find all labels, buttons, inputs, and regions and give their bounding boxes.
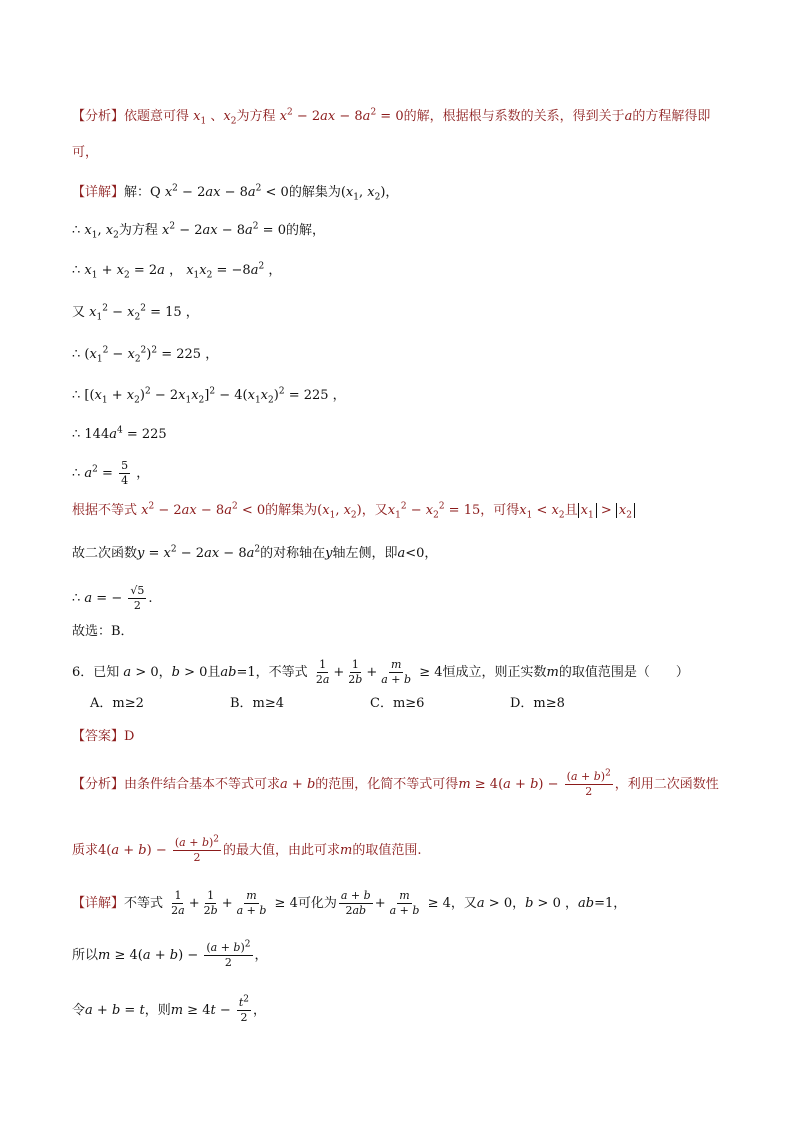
q6-text: 恒成立，则正实数 [442,665,547,680]
detail-line-1: 【详解】解：Q $x^2 - 2ax - 8a^2 < 0$的解集为($x_1$, $x_2$)， [72,183,399,203]
q6-options [90,694,650,714]
q6-detail-2: 所以m ≥ 4(a + b) − $\frac{(a + b)^2}{2}$ ， [72,939,268,969]
detail-line-4: 又 $x_1^2 - x_2^2 = 15$ ， [72,303,199,323]
detail-text: 解：Q [124,185,161,200]
detail-text: 的解集为 [288,185,341,200]
q6-detail-1: 【详解】不等式 $\frac{1}{2a}$ + $\frac{1}{2b}$ + $\frac{m}{a + b}$ ≥ 4可化为 $\frac{a + b}{2ab}$ + $\frac{m}{a + b}$ ≥ 4，又a > 0，b > 0 ，ab=1， [72,889,627,917]
analysis-line-5b [72,143,98,163]
q6-analysis-1: 【分析】由条件结合基本不等式可求a + b的范围，化简不等式可得m ≥ 4(a + b) − $\frac{(a + b)^2}{2}$ ，利用二次函数性 [72,768,719,798]
choose-line [72,622,134,642]
analysis-text: 的取值范围. [352,843,422,858]
answer-label: 【答案】 [72,729,125,744]
analysis-text: 为方程 [236,109,276,124]
q6-text: 的取值范围是（ ） [558,665,689,680]
detail-line-3: ∴ $x_1 + x_2 = 2a$ ， $x_1x_2 = -8a^2$ ， [72,261,282,281]
detail-text: ，又 [450,896,477,911]
analysis-text: 依题意可得 [124,109,190,124]
analysis-text: 可， [72,145,99,160]
detail-text: 根据不等式 [72,503,138,518]
detail-text: 的解集为 [265,503,318,518]
q6-stem: 6．已知 a > 0，b > 0且ab=1，不等式 $\frac{1}{2a}$ + $\frac{1}{2b}$ + $\frac{m}{a + b}$ ≥ 4恒成立，则正实数m的取值范围是（ ） [72,658,689,686]
detail-text: 为方程 [118,223,158,238]
option-d: D．m≥8 [510,696,565,711]
detail-text: 又 [72,305,86,320]
detail-text: 所以 [72,948,99,963]
analysis-text: ，利用二次函数性 [614,777,719,792]
detail-text: 的解， [285,223,325,238]
detail-text: 轴左侧，即 [332,546,398,561]
analysis-text: 的解，根据根与系数的关系，得到关于 [403,109,625,124]
detail-text: ，又 [361,503,388,518]
detail-line-2: ∴ $x_1$, $x_2$为方程 $x^2 - 2ax - 8a^2 = 0$的解， [72,221,325,241]
detail-line-10: 故二次函数$y = x^2 - 2ax - 8a^2$的对称轴在y轴左侧，即a<0， [72,544,438,561]
detail-text: 不等式 [124,896,164,911]
q6-text: 且 [207,665,221,680]
detail-line-6: ∴ $[(x_1 + x_2)^2 - 2x_1x_2]^2 - 4(x_1x_2)^2 = 225$ ， [72,386,346,406]
q6-analysis-2: 质求4(a + b) − $\frac{(a + b)^2}{2}$ 的最大值，由此可求m的取值范围. [72,834,422,864]
analysis-label: 【分析】 [72,777,125,792]
option-c: C．m≥6 [370,696,425,711]
answer-value: D [124,729,135,744]
analysis-text: 质求 [72,843,99,858]
detail-label: 【详解】 [72,896,125,911]
detail-line-7: ∴ $144a^4 = 225$ [72,425,167,442]
q6-text: 6．已知 [72,665,120,680]
detail-text: 且 [564,503,578,518]
detail-label: 【详解】 [72,185,125,200]
choose-text: 故选：B． [72,624,134,639]
q6-detail-3: 令a + b = t，则m ≥ 4t − $\frac{t^2}{2}$ ， [72,994,267,1024]
detail-text: ，则 [144,1003,171,1018]
q6-text: ， [158,665,172,680]
detail-line-11: ∴ a = − $\frac{√5}{2}$ . [72,584,153,612]
q6-answer [72,727,134,747]
option-b: B．m≥4 [230,696,285,711]
option-a: A．m≥2 [90,696,144,711]
analysis-text: 的方程解得即 [632,109,711,124]
detail-text: ，可得 [480,503,520,518]
analysis-text: 由条件结合基本不等式可求 [124,777,281,792]
detail-line-8: ∴ $a^2$ = $\frac{5}{4}$ ， [72,459,150,487]
analysis-text: 的最大值，由此可求 [223,843,341,858]
analysis-label: 【分析】 [72,109,125,124]
detail-text: 的对称轴在 [260,546,326,561]
analysis-line-5: 【分析】依题意可得 $x_1$ 、$x_2$为方程 $x^2 - 2ax - 8a^2 = 0$的解，根据根与系数的关系，得到关于a的方程解得即 [72,107,711,127]
detail-text: 故二次函数 [72,546,138,561]
detail-line-5: ∴ $(x_1^2 - x_2^2)^2 = 225$ ， [72,345,219,365]
detail-text: 可化为 [297,896,337,911]
detail-text: 令 [72,1003,86,1018]
detail-line-9: 根据不等式 $x^2 - 2ax - 8a^2 < 0$的解集为($x_1$, $x_2$)，又$x_1^2 - x_2^2 = 15$，可得$x_1 < x_2$且 $x_1 > x_2$ [72,501,635,521]
q6-text: ，不等式 [255,665,308,680]
analysis-text: 的范围，化简不等式可得 [315,777,459,792]
